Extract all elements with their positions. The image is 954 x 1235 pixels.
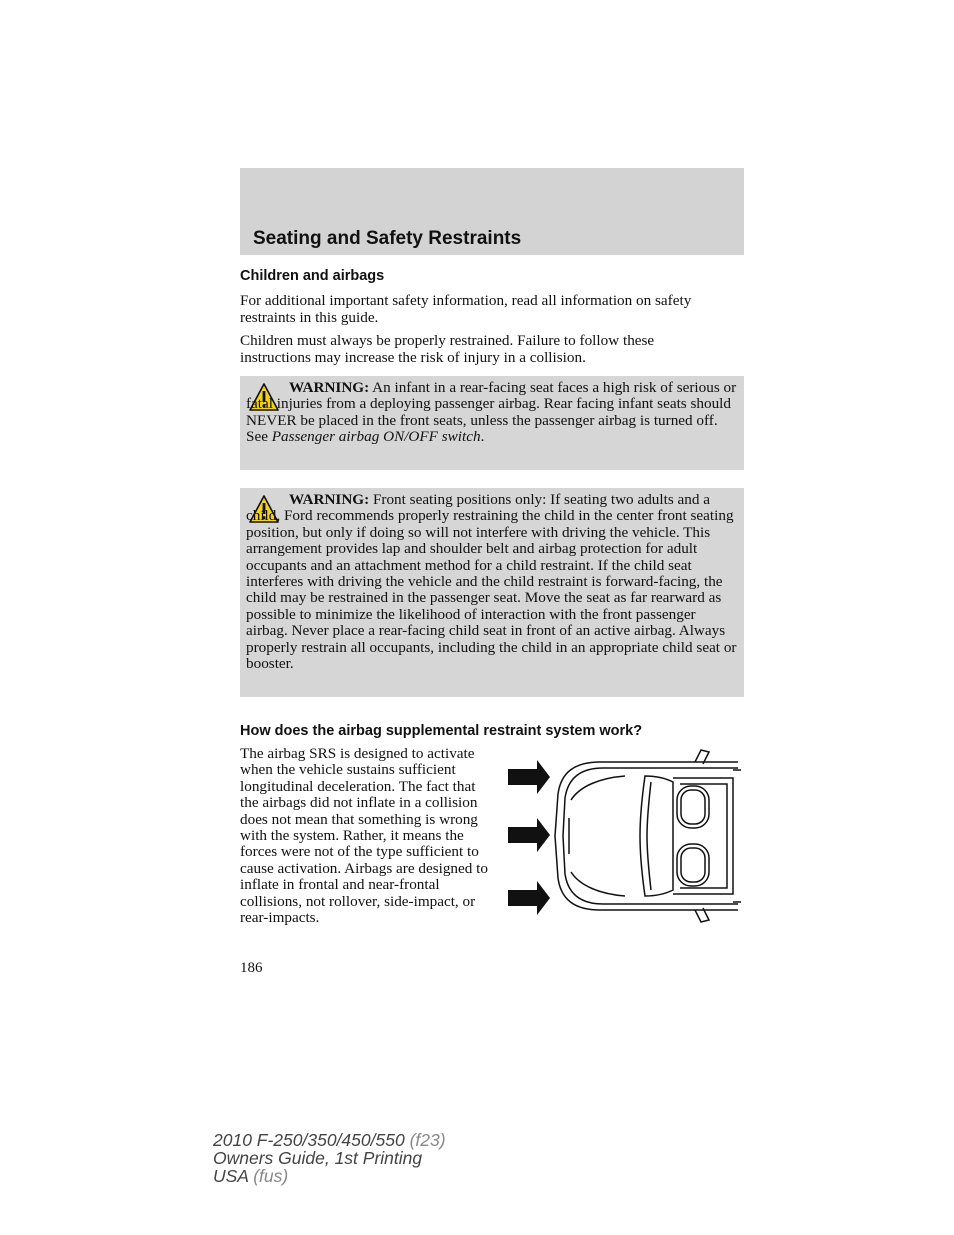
vehicle-outline — [555, 750, 741, 922]
cross-reference: Passenger airbag ON/OFF switch — [271, 428, 481, 446]
document-footer: 2010 F-250/350/450/550 (f23) Owners Guide, 1st Printing USA (fus) — [213, 1130, 446, 1186]
paragraph-srs-body: The airbag SRS is designed to activate when the vehicle sustains sufficient longitudinal deceleration. The fact that the airbags did not inflate in a collision does not mean that something is wrong with the system. Rather, it means the forces were not of the type sufficient to cause activation. Airbags are designed to inflate in frontal and near-frontal collisions, not rollover, side-impact, or rear-impacts. — [240, 745, 488, 927]
vehicle-frontal-impact-diagram — [505, 748, 741, 924]
page-number: 186 — [240, 960, 263, 976]
impact-arrow — [508, 881, 550, 915]
warning-text-front-seating: WARNING: Front seating positions only: If seating two adults and a child, Ford recommends properly restraining the child in the center front seating position, but only if doing so will not interfere with driving the vehicle. This arrangement provides lap and shoulder belt and airbag protection for adult occupants and an attachment method for a child restraint. If the child seat interferes with driving the vehicle and the child restraint is forward-facing, the child may be restrained in the passenger seat. Move the seat as far rearward as possible to minimize the likelihood of interaction with the front passenger airbag. Never place a rear-facing child seat in front of an active airbag. Always properly restrain all occupants, including the child in an appropriate child seat or booster. — [246, 491, 737, 673]
impact-arrow — [508, 818, 550, 852]
heading-children-airbags: Children and airbags — [240, 268, 385, 284]
impact-arrow — [508, 760, 550, 794]
warning-label: WARNING: — [289, 491, 370, 508]
heading-srs: How does the airbag supplemental restraint system work? — [240, 723, 643, 739]
warning-box-infant — [240, 376, 744, 470]
section-title: Seating and Safety Restraints — [253, 228, 522, 249]
warning-box-front-seating — [240, 488, 744, 697]
paragraph-safety-info: For additional important safety information, read all information on safety restraints in this guide. — [240, 292, 692, 326]
paragraph-children-restrained: Children must always be properly restrained. Failure to follow these instructions may increase the risk of injury in a collision. — [240, 332, 655, 366]
warning-text-infant: WARNING: An infant in a rear-facing seat faces a high risk of serious or fatal injuries from a deploying passenger airbag. Rear facing infant seats should NEVER be placed in the front seats, unless the passenger airbag is turned off. See Passenger airbag ON/OFF switch. — [246, 379, 737, 446]
warning-label: WARNING: — [289, 379, 370, 396]
